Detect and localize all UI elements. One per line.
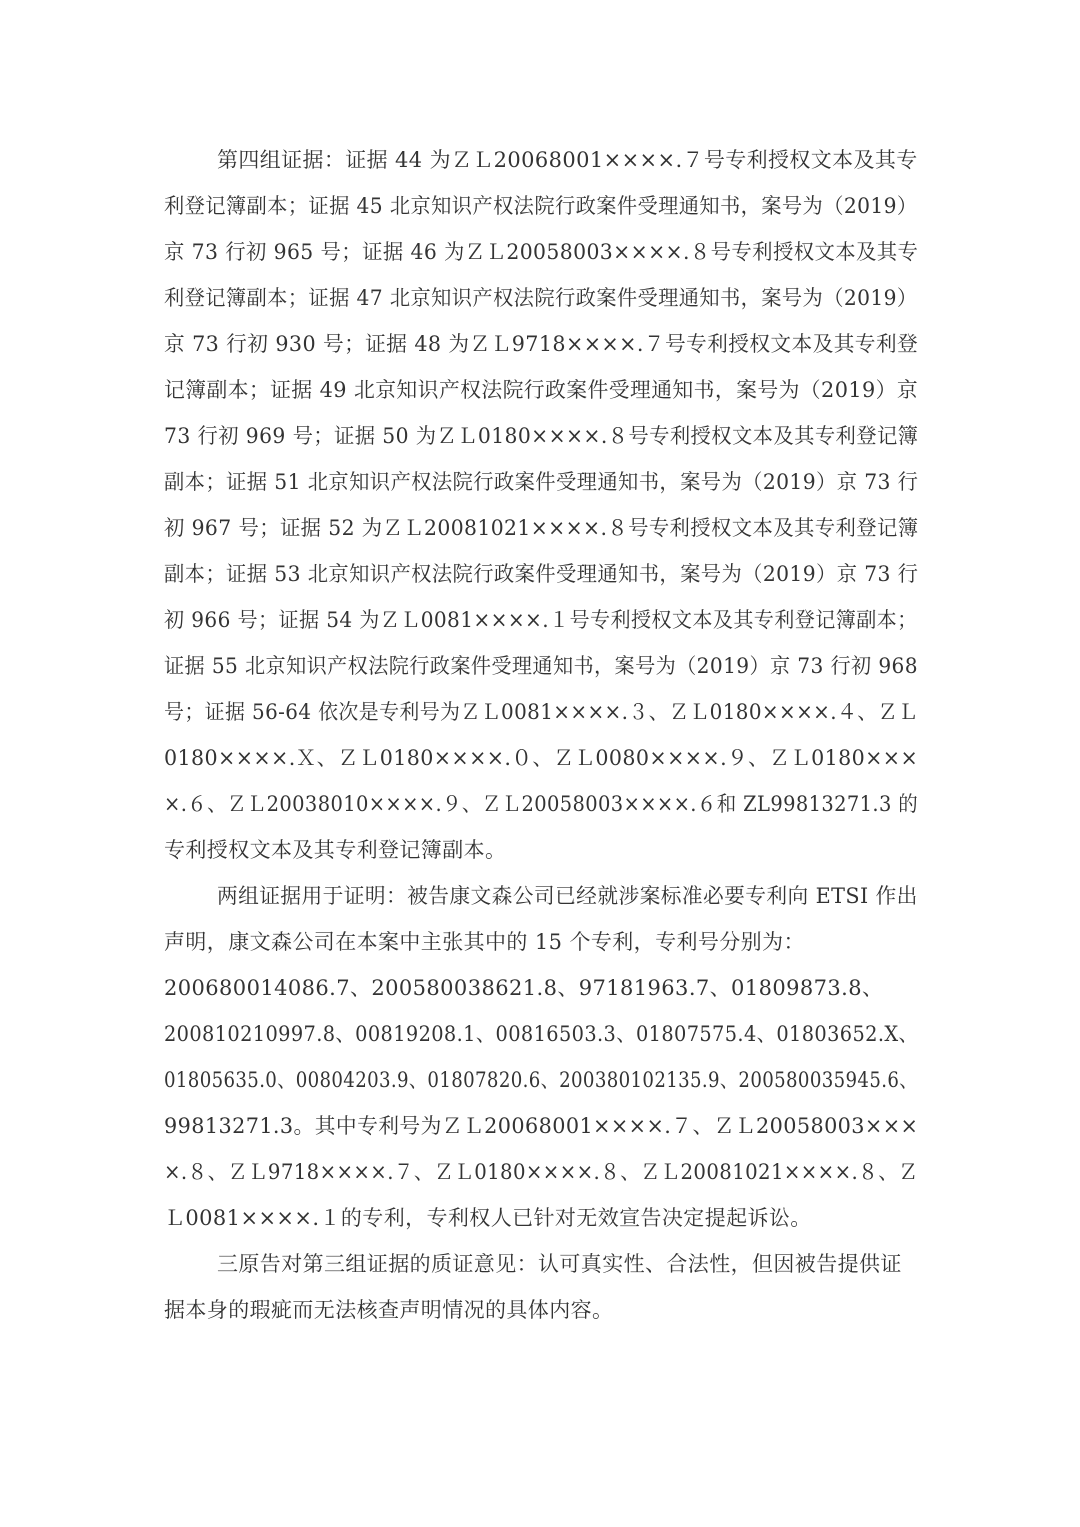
paragraph-1-line-14: 0180××××.Ｘ、ＺＬ0180××××.０、ＺＬ0080××××.９、ＺＬ0180×××: [164, 746, 919, 770]
paragraph-2-line-5: 01805635.0、00804203.9、01807820.6、200380102135.9、200580035945.6、: [164, 1068, 918, 1092]
paragraph-1-line-5: 京 73 行初 930 号；证据 48 为ＺＬ9718××××.７号专利授权文本及其专利登: [164, 332, 919, 356]
paragraph-1-line-12: 证据 55 北京知识产权法院行政案件受理通知书，案号为（2019）京 73 行初 968: [164, 654, 918, 678]
paragraph-1-line-13: 号；证据 56-64 依次是专利号为ＺＬ0081××××.３、ＺＬ0180××××.４、ＺＬ: [164, 700, 919, 724]
paragraph-2-line-4: 200810210997.8、00819208.1、00816503.3、01807575.4、01803652.X、: [164, 1022, 919, 1046]
paragraph-1-line-10: 副本；证据 53 北京知识产权法院行政案件受理通知书，案号为（2019）京 73 行: [164, 562, 919, 586]
paragraph-1-line-2: 利登记簿副本；证据 45 北京知识产权法院行政案件受理通知书，案号为（2019）: [164, 194, 918, 218]
paragraph-2-line-1: 两组证据用于证明：被告康文森公司已经就涉案标准必要专利向 ETSI 作出: [217, 884, 918, 908]
paragraph-1-line-8: 副本；证据 51 北京知识产权法院行政案件受理通知书，案号为（2019）京 73 行: [164, 470, 919, 494]
paragraph-1-line-11: 初 966 号；证据 54 为ＺＬ0081××××.１号专利授权文本及其专利登记簿副本；: [164, 608, 918, 632]
paragraph-2-line-7: ×.８、ＺＬ9718××××.７、ＺＬ0180××××.８、ＺＬ20081021××××.８、Ｚ: [164, 1160, 919, 1184]
paragraph-2-line-8: Ｌ0081××××.１的专利，专利权人已针对无效宣告决定提起诉讼。: [164, 1206, 812, 1230]
paragraph-1-line-4: 利登记簿副本；证据 47 北京知识产权法院行政案件受理通知书，案号为（2019）: [164, 286, 918, 310]
paragraph-2-line-3: 200680014086.7、200580038621.8、97181963.7、01809873.8、: [164, 976, 884, 1000]
paragraph-1-line-16: 专利授权文本及其专利登记簿副本。: [164, 838, 507, 862]
paragraph-2-line-2: 声明，康文森公司在本案中主张其中的 15 个专利，专利号分别为：: [164, 930, 805, 954]
paragraph-1-line-7: 73 行初 969 号；证据 50 为ＺＬ0180××××.８号专利授权文本及其专利登记簿: [164, 424, 919, 448]
paragraph-3-line-1: 三原告对第三组证据的质证意见：认可真实性、合法性，但因被告提供证: [217, 1252, 902, 1276]
paragraph-2-line-6: 99813271.3。其中专利号为ＺＬ20068001××××.７、ＺＬ20058003×××: [164, 1114, 919, 1138]
paragraph-1-line-3: 京 73 行初 965 号；证据 46 为ＺＬ20058003××××.８号专利授权文本及其专: [164, 240, 919, 264]
paragraph-1-line-1: 第四组证据：证据 44 为ＺＬ20068001××××.７号专利授权文本及其专: [217, 148, 918, 172]
paragraph-1-line-9: 初 967 号；证据 52 为ＺＬ20081021××××.８号专利授权文本及其专利登记簿: [164, 516, 919, 540]
paragraph-1-line-15: ×.６、ＺＬ20038010××××.９、ＺＬ20058003××××.６和 ZL99813271.3 的: [164, 792, 919, 816]
paragraph-1-line-6: 记簿副本；证据 49 北京知识产权法院行政案件受理通知书，案号为（2019）京: [164, 378, 919, 402]
paragraph-3-line-2: 据本身的瑕疵而无法核查声明情况的具体内容。: [164, 1298, 614, 1322]
